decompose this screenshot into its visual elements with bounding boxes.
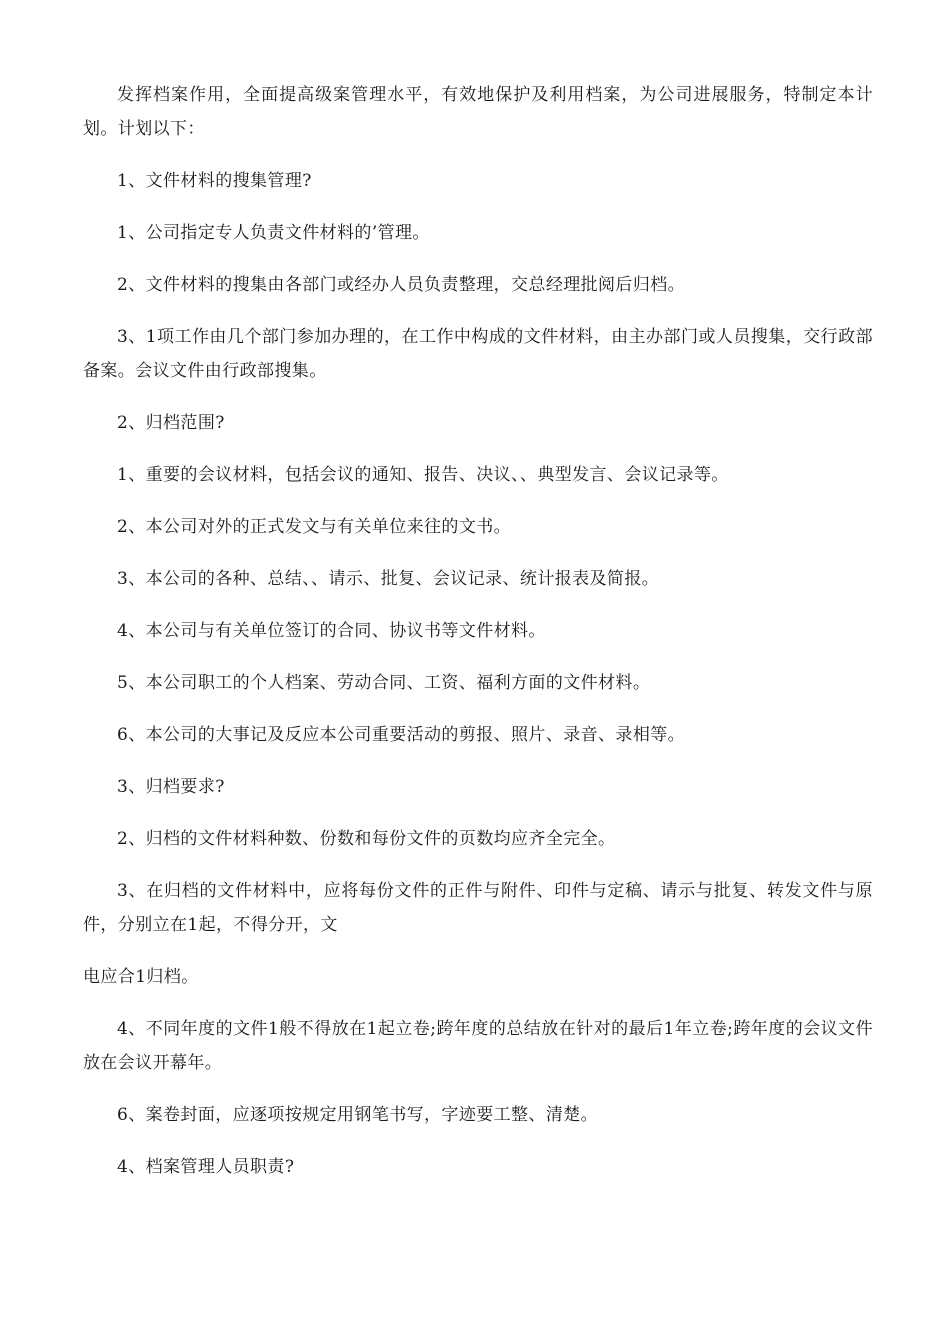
list-item: 2、本公司对外的正式发文与有关单位来往的文书。: [117, 517, 512, 537]
list-item: 4、不同年度的文件1般不得放在1起立卷;跨年度的总结放在针对的最后1年立卷;跨年度的会议文件放在会议开幕年。: [83, 1019, 873, 1073]
list-item: 4、本公司与有关单位签订的合同、协议书等文件材料。: [117, 621, 546, 641]
list-item: 1、重要的会议材料，包括会议的通知、报告、决议、、典型发言、会议记录等。: [117, 465, 729, 485]
list-item: 2、归档的文件材料种数、份数和每份文件的页数均应齐全完全。: [117, 829, 616, 849]
intro-paragraph: 发挥档案作用，全面提高级案管理水平，有效地保护及利用档案，为公司进展服务，特制定本计划。计划以下：: [83, 85, 873, 139]
list-item: 3、在归档的文件材料中，应将每份文件的正件与附件、印件与定稿、请示与批复、转发文件与原件，分别立在1起，不得分开，文: [83, 881, 873, 935]
list-item: 6、本公司的大事记及反应本公司重要活动的剪报、照片、录音、录相等。: [117, 725, 686, 745]
section-heading-scope: 2、归档范围?: [117, 413, 225, 433]
list-item-continuation: 电应合1归档。: [83, 967, 199, 987]
section-heading-duties: 4、档案管理人员职责?: [117, 1157, 295, 1177]
list-item: 3、本公司的各种、总结、、请示、批复、会议记录、统计报表及简报。: [117, 569, 660, 589]
list-item: 6、案卷封面，应逐项按规定用钢笔书写，字迹要工整、清楚。: [117, 1105, 599, 1125]
list-item: 1、公司指定专人负责文件材料的’管理。: [117, 223, 430, 243]
list-item: 2、文件材料的搜集由各部门或经办人员负责整理，交总经理批阅后归档。: [117, 275, 686, 295]
list-item: 3、1项工作由几个部门参加办理的，在工作中构成的文件材料，由主办部门或人员搜集，交行政部备案。会议文件由行政部搜集。: [83, 327, 873, 381]
list-item: 5、本公司职工的个人档案、劳动合同、工资、福利方面的文件材料。: [117, 673, 651, 693]
section-heading-collection: 1、文件材料的搜集管理?: [117, 171, 312, 191]
section-heading-requirements: 3、归档要求?: [117, 777, 225, 797]
document-body: [83, 78, 873, 1202]
